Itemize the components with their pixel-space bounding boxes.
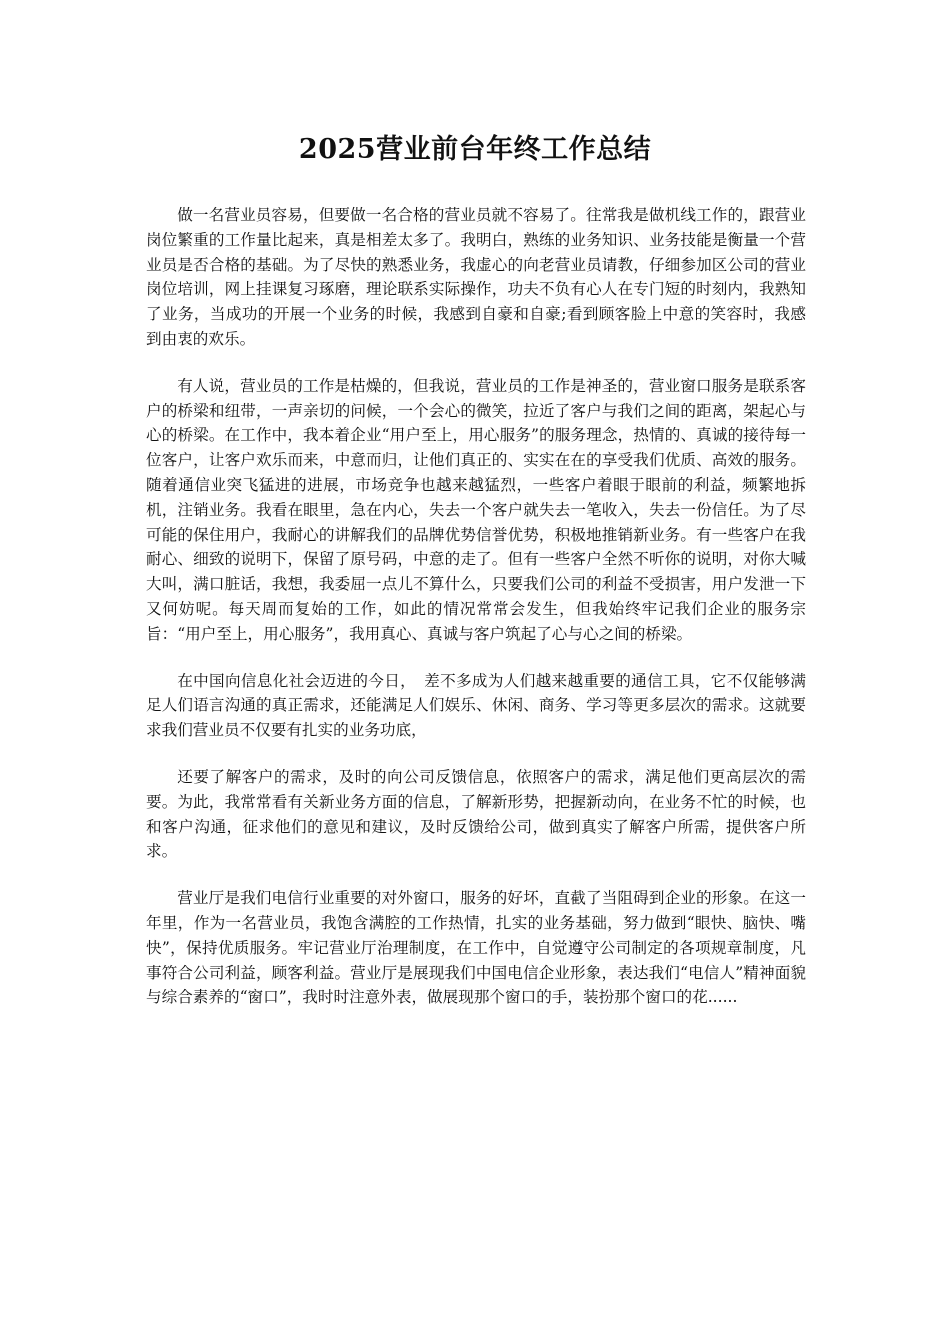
paragraph-5: 营业厅是我们电信行业重要的对外窗口，服务的好坏，直截了当阻碍到企业的形象。在这一年里，作为一名营业员，我饱含满腔的工作热情，扎实的业务基础，努力做到“眼快、脑快、嘴快”，保持优质服务。牢记营业厅治理制度，在工作中，自觉遵守公司制定的各项规章制度，凡事符合公司利益，顾客利益。营业厅是展现我们中国电信企业形象，表达我们“电信人”精神面貌与综合素养的“窗口”，我时时注意外表，做展现那个窗口的手，装扮那个窗口的花...... <box>146 889 806 1007</box>
paragraph-1: 做一名营业员容易，但要做一名合格的营业员就不容易了。往常我是做机线工作的，跟营业岗位繁重的工作量比起来，真是相差太多了。我明白，熟练的业务知识、业务技能是衡量一个营业员是否合格的基础。为了尽快的熟悉业务，我虚心的向老营业员请教，仔细参加区公司的营业岗位培训，网上挂课复习琢磨，理论联系实际操作，功夫不负有心人在专门短的时刻内，我熟知了业务，当成功的开展一个业务的时候，我感到自豪和自豪;看到顾客脸上中意的笑容时，我感到由衷的欢乐。 <box>146 206 806 348</box>
paragraph-4: 还要了解客户的需求，及时的向公司反馈信息，依照客户的需求，满足他们更高层次的需要。为此，我常常看有关新业务方面的信息，了解新形势，把握新动向，在业务不忙的时候，也和客户沟通，征求他们的意见和建议，及时反馈给公司，做到真实了解客户所需，提供客户所求。 <box>146 767 806 861</box>
document-title: 2025营业前台年终工作总结 <box>298 134 652 165</box>
document-body <box>146 203 806 1032</box>
paragraph-2: 有人说，营业员的工作是枯燥的，但我说，营业员的工作是神圣的，营业窗口服务是联系客户的桥梁和纽带，一声亲切的问候，一个会心的微笑，拉近了客户与我们之间的距离，架起心与心的桥梁。在工作中，我本着企业“用户至上，用心服务”的服务理念，热情的、真诚的接待每一位客户，让客户欢乐而来，中意而归，让他们真正的、实实在在的享受我们优质、高效的服务。随着通信业突飞猛进的进展，市场竞争也越来越猛烈，一些客户着眼于眼前的利益，频繁地拆机，注销业务。我看在眼里，急在内心，失去一个客户就失去一笔收入，失去一份信任。为了尽可能的保住用户，我耐心的讲解我们的品牌优势信誉优势，积极地推销新业务。有一些客户在我耐心、细致的说明下，保留了原号码，中意的走了。但有一些客户全然不听你的说明，对你大喊大叫，满口脏话，我想，我委屈一点儿不算什么，只要我们公司的利益不受损害，用户发泄一下又何妨呢。每天周而复始的工作，如此的情况常常会发生，但我始终牢记我们企业的服务宗旨：“用户至上，用心服务”，我用真心、真诚与客户筑起了心与心之间的桥梁。 <box>146 376 806 643</box>
paragraph-3: 在中国向信息化社会迈进的今日， 差不多成为人们越来越重要的通信工具，它不仅能够满足人们语言沟通的真正需求，还能满足人们娱乐、休闲、商务、学习等更多层次的需求。这就要求我们营业员不仅要有扎实的业务功底， <box>146 671 806 740</box>
